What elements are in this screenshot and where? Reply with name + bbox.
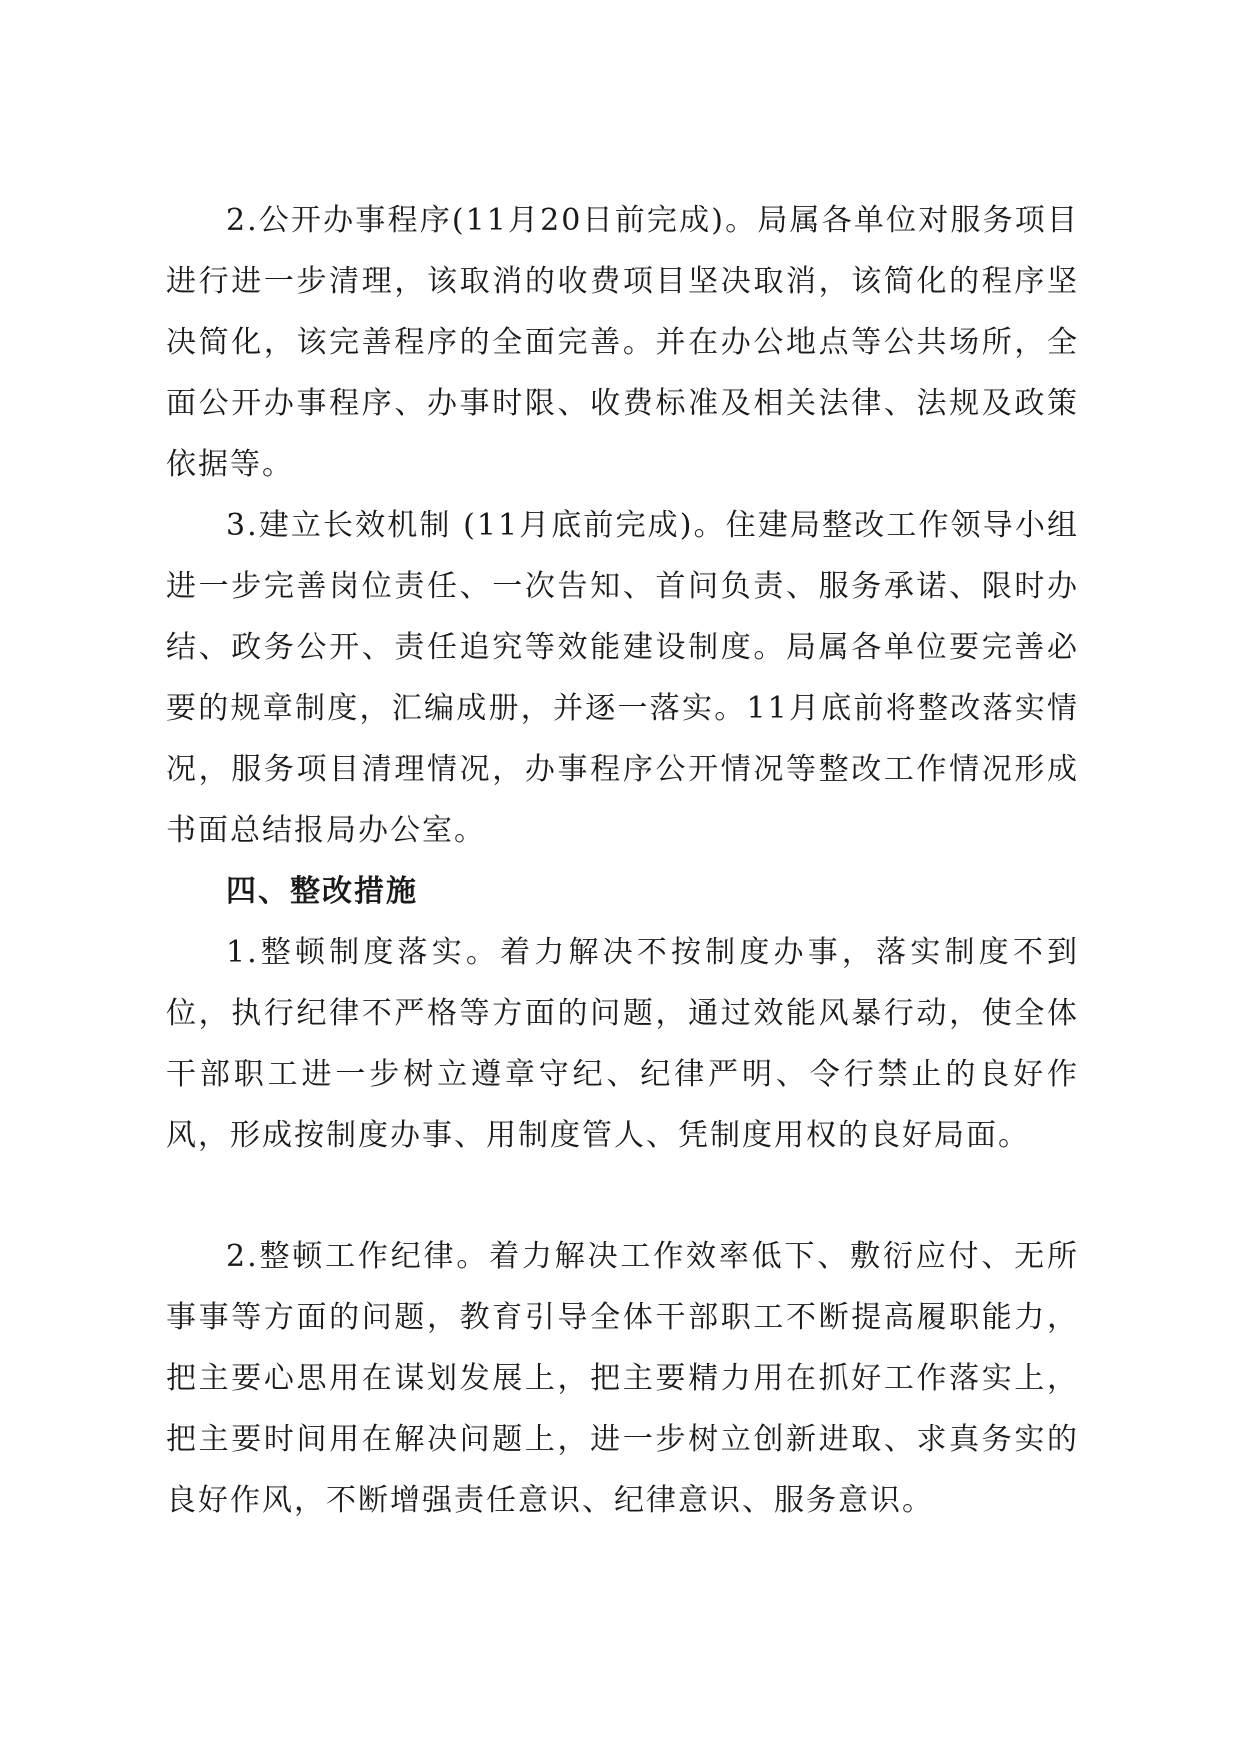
paragraph-long-term-mechanism: 3.建立长效机制 (11月底前完成)。住建局整改工作领导小组进一步完善岗位责任、一次告知、首问负责、服务承诺、限时办结、政务公开、责任追究等效能建设制度。局属各单位要完善必要的规章制度，汇编成册，并逐一落实。11月底前将整改落实情况，服务项目清理情况，办事程序公开情况等整改工作情况形成书面总结报局办公室。 [166, 508, 1079, 848]
paragraph-disclose-procedures: 2.公开办事程序(11月20日前完成)。局属各单位对服务项目进行进一步清理，该取消的收费项目坚决取消，该简化的程序坚决简化，该完善程序的全面完善。并在办公地点等公共场所，全面公开办事程序、办事时限、收费标准及相关法律、法规及政策依据等。 [166, 203, 1079, 482]
section-heading-rectification-measures: 四、整改措施 [226, 874, 418, 909]
document-body [166, 190, 1079, 1531]
paragraph-spacer [166, 1166, 1079, 1226]
paragraph-rectify-work-discipline: 2.整顿工作纪律。着力解决工作效率低下、敷衍应付、无所事事等方面的问题，教育引导全体干部职工不断提高履职能力，把主要心思用在谋划发展上，把主要精力用在抓好工作落实上，把主要时间用在解决问题上，进一步树立创新进取、求真务实的良好作风，不断增强责任意识、纪律意识、服务意识。 [166, 1239, 1079, 1518]
paragraph-rectify-system-implementation: 1.整顿制度落实。着力解决不按制度办事，落实制度不到位，执行纪律不严格等方面的问题，通过效能风暴行动，使全体干部职工进一步树立遵章守纪、纪律严明、令行禁止的良好作风，形成按制度办事、用制度管人、凭制度用权的良好局面。 [166, 935, 1079, 1153]
